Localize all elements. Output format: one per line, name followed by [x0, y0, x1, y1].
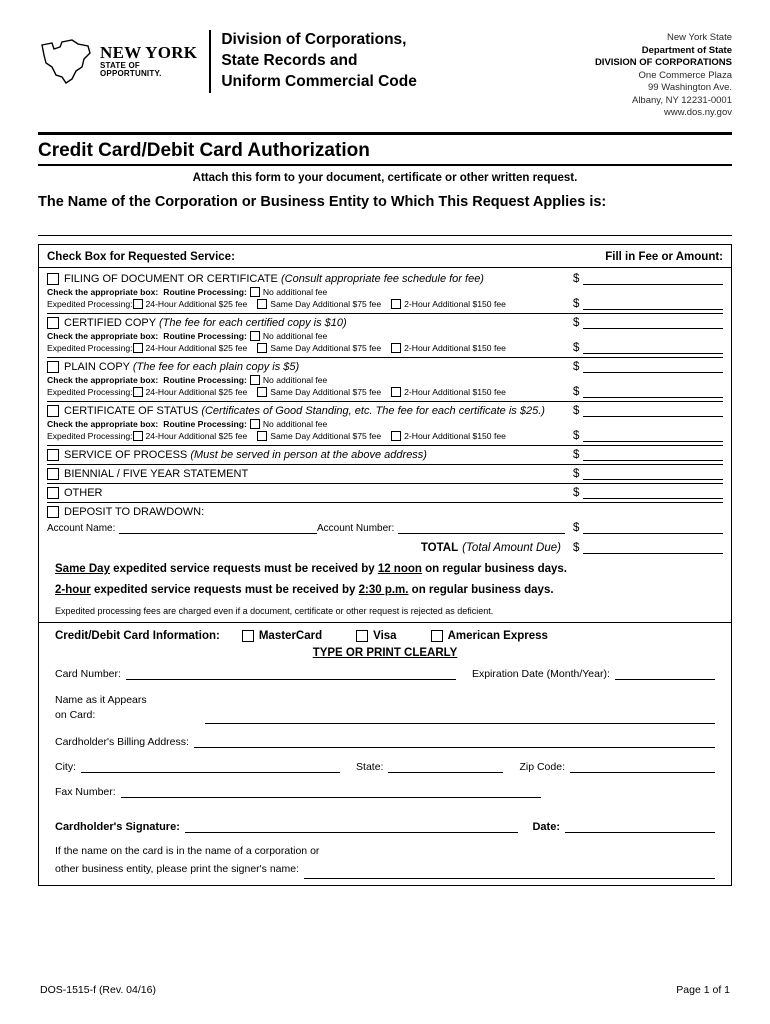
checkbox-sameday-filing[interactable]	[257, 299, 267, 309]
title-rule	[38, 164, 732, 166]
corporate-signer-note	[47, 843, 723, 879]
checkbox-visa[interactable]	[356, 630, 368, 642]
service-label-certified-copy: CERTIFIED COPY (The fee for each certified copy is $10)	[64, 316, 347, 329]
service-row-service-of-process	[47, 449, 723, 461]
routine-label-certified: Routine Processing:	[163, 330, 247, 341]
checkbox-plain-copy[interactable]	[47, 361, 59, 373]
division-title	[221, 30, 417, 93]
billing-address-input[interactable]	[194, 736, 715, 748]
entity-name-input[interactable]	[38, 216, 732, 236]
check-appropriate-label-certified: Check the appropriate box:	[47, 330, 159, 341]
divider	[47, 401, 723, 402]
divider	[47, 357, 723, 358]
expedited-label-certified: Expedited Processing:	[47, 342, 133, 353]
division-title-line-1: Division of Corporations,	[221, 31, 407, 48]
total-row	[47, 542, 723, 554]
box-header	[39, 245, 731, 268]
header-rule	[38, 132, 732, 135]
address-line-2: Department of State	[641, 44, 732, 56]
account-name-input[interactable]	[119, 523, 317, 534]
divider	[47, 483, 723, 484]
routine-label-filing: Routine Processing:	[163, 286, 247, 297]
billing-address-label: Cardholder's Billing Address:	[55, 736, 189, 749]
card-type-mastercard[interactable]: MasterCard	[242, 630, 322, 642]
card-type-visa[interactable]: Visa	[356, 630, 396, 642]
checkbox-service-of-process[interactable]	[47, 449, 59, 461]
divider	[47, 445, 723, 446]
date-input[interactable]	[565, 820, 715, 833]
checkbox-2hour-plain[interactable]	[391, 387, 401, 397]
amount-expedited-plain[interactable]: $	[573, 386, 723, 398]
opt-sameday-filing[interactable]: Same Day Additional $75 fee	[257, 299, 381, 309]
address-line-5: 99 Washington Ave.	[648, 82, 732, 94]
checkbox-2hour-certified[interactable]	[391, 343, 401, 353]
check-appropriate-label-plain: Check the appropriate box:	[47, 374, 159, 385]
checkbox-routine-plain[interactable]	[250, 375, 260, 385]
corporate-signer-line2: other business entity, please print the signer's name:	[55, 863, 300, 876]
routine-option-certified[interactable]: No additional fee	[250, 331, 328, 341]
division-title-line-3: Uniform Commercial Code	[221, 72, 417, 90]
city-state-zip-row	[47, 761, 723, 773]
box-body	[39, 268, 731, 885]
checkbox-certificate-of-status[interactable]	[47, 405, 59, 417]
service-row-biennial-statement	[47, 468, 723, 480]
checkbox-certified-copy[interactable]	[47, 317, 59, 329]
logo-divider	[209, 30, 211, 93]
box-header-left: Check Box for Requested Service:	[47, 250, 235, 263]
division-title-line-2: State Records and	[221, 51, 358, 69]
opt-24hour-filing[interactable]: 24-Hour Additional $25 fee	[133, 299, 248, 309]
divider	[47, 502, 723, 503]
expedited-label-plain: Expedited Processing:	[47, 386, 133, 397]
checkbox-routine-certified[interactable]	[250, 331, 260, 341]
name-on-card-row	[47, 693, 723, 725]
ny-state-logo	[38, 30, 417, 93]
state-label: State:	[356, 761, 384, 774]
signature-input[interactable]	[185, 820, 519, 833]
date-label: Date:	[532, 821, 560, 834]
form-id: DOS-1515-f (Rev. 04/16)	[40, 984, 156, 996]
checkbox-sameday-certified[interactable]	[257, 343, 267, 353]
amount-plain-copy[interactable]: $	[573, 361, 723, 373]
service-row-certificate-of-status	[47, 405, 723, 417]
routine-label-plain: Routine Processing:	[163, 374, 247, 385]
service-row-deposit-to-drawdown	[47, 506, 723, 518]
amount-certificate-of-status[interactable]: $	[573, 405, 723, 417]
zip-label: Zip Code:	[519, 761, 565, 774]
fineprint-note: Expedited processing fees are charged even if a document, certificate or other request is rejected as deficient.	[55, 605, 494, 616]
opt-24hour-certified[interactable]: 24-Hour Additional $25 fee	[133, 343, 248, 353]
account-number-input[interactable]	[398, 523, 565, 534]
processing-row-plain-copy	[47, 375, 723, 385]
opt-24hour-plain[interactable]: 24-Hour Additional $25 fee	[133, 387, 248, 397]
entity-name-prompt: The Name of the Corporation or Business Entity to Which This Request Applies is:	[38, 193, 607, 210]
checkbox-deposit-to-drawdown[interactable]	[47, 506, 59, 518]
opt-sameday-certified[interactable]: Same Day Additional $75 fee	[257, 343, 381, 353]
total-italic: (Total Amount Due)	[462, 541, 561, 554]
expedited-row-filing	[47, 298, 723, 310]
routine-option-plain[interactable]: No additional fee	[250, 375, 328, 385]
processing-row-certified-copy	[47, 331, 723, 341]
checkbox-filing-of-document[interactable]	[47, 273, 59, 285]
address-line-7: www.dos.ny.gov	[664, 107, 732, 119]
checkbox-other[interactable]	[47, 487, 59, 499]
fax-label: Fax Number:	[55, 786, 116, 799]
document-header	[38, 30, 732, 120]
checkbox-routine-status[interactable]	[250, 419, 260, 429]
expiration-input[interactable]	[615, 668, 715, 680]
card-number-input[interactable]	[126, 668, 456, 680]
checkbox-sameday-status[interactable]	[257, 431, 267, 441]
total-label: TOTAL	[420, 541, 459, 554]
state-input[interactable]	[388, 761, 503, 773]
checkbox-24hour-certified[interactable]	[133, 343, 143, 353]
same-day-note: Same Day expedited service requests must be received by 12 noon on regular business days.	[55, 562, 567, 575]
divider	[47, 313, 723, 314]
address-line-1: New York State	[667, 32, 732, 43]
service-row-filing	[47, 273, 723, 285]
name-on-card-label	[55, 693, 205, 725]
type-or-print-clearly: TYPE OR PRINT CLEARLY	[312, 646, 458, 659]
account-name-field[interactable]	[47, 523, 317, 534]
expedited-row-certified-copy	[47, 342, 723, 354]
checkbox-sameday-plain[interactable]	[257, 387, 267, 397]
amount-certified-copy[interactable]: $	[573, 317, 723, 329]
address-line-3: DIVISION OF CORPORATIONS	[594, 57, 732, 69]
checkbox-2hour-status[interactable]	[391, 431, 401, 441]
name-on-card-input[interactable]	[205, 712, 715, 724]
amount-biennial-statement[interactable]: $	[573, 468, 723, 480]
checkbox-american-express[interactable]	[431, 630, 443, 642]
opt-2hour-certified[interactable]: 2-Hour Additional $150 fee	[391, 343, 506, 353]
processing-row-filing	[47, 287, 723, 297]
service-label-filing: FILING OF DOCUMENT OR CERTIFICATE (Consult appropriate fee schedule for fee)	[64, 272, 484, 285]
account-number-field[interactable]	[317, 522, 723, 534]
card-info-header	[47, 626, 723, 642]
divider	[47, 464, 723, 465]
zip-input[interactable]	[570, 761, 715, 773]
routine-option-status[interactable]: No additional fee	[250, 419, 328, 429]
service-label-certificate-of-status: CERTIFICATE OF STATUS (Certificates of Good Standing, etc. The fee for each certificate is $25.)	[64, 404, 545, 417]
amount-deposit-to-drawdown[interactable]: $	[573, 522, 723, 534]
checkbox-24hour-filing[interactable]	[133, 299, 143, 309]
amount-filing[interactable]: $	[573, 273, 723, 285]
amount-expedited-certified[interactable]: $	[573, 342, 723, 354]
card-number-label: Card Number:	[55, 667, 121, 680]
two-hour-note: 2-hour expedited service requests must be received by 2:30 p.m. on regular business days.	[55, 583, 554, 596]
processing-row-certificate-of-status	[47, 419, 723, 429]
name-on-card-label-line2: on Card:	[55, 709, 96, 722]
new-york-state-outline-icon	[38, 37, 94, 85]
expedited-row-plain-copy	[47, 386, 723, 398]
checkbox-24hour-status[interactable]	[133, 431, 143, 441]
check-appropriate-label-filing: Check the appropriate box:	[47, 286, 159, 297]
page-number: Page 1 of 1	[676, 984, 730, 996]
logo-line-2: STATE OF	[100, 60, 140, 70]
logo-line-1: NEW YORK	[100, 43, 198, 63]
corporate-signer-line1: If the name on the card is in the name of a corporation or	[55, 845, 320, 858]
address-line-6: Albany, NY 12231-0001	[631, 94, 732, 106]
city-label: City:	[55, 761, 76, 774]
checkbox-routine-filing[interactable]	[250, 287, 260, 297]
service-label-other: OTHER	[64, 486, 103, 499]
routine-label-status: Routine Processing:	[163, 418, 247, 429]
opt-sameday-status[interactable]: Same Day Additional $75 fee	[257, 431, 381, 441]
card-info-label: Credit/Debit Card Information:	[55, 629, 220, 642]
signature-row	[47, 820, 723, 833]
processing-notes	[47, 563, 723, 616]
billing-address-row	[47, 736, 723, 748]
service-label-deposit-to-drawdown: DEPOSIT TO DRAWDOWN:	[64, 505, 205, 518]
service-row-other	[47, 487, 723, 499]
amount-service-of-process[interactable]: $	[573, 449, 723, 461]
card-number-row	[47, 668, 723, 680]
fax-row	[47, 786, 723, 798]
account-number-label: Account Number:	[317, 522, 395, 534]
routine-option-filing[interactable]: No additional fee	[250, 287, 328, 297]
expiration-label: Expiration Date (Month/Year):	[471, 667, 610, 680]
account-row	[47, 522, 723, 534]
check-appropriate-label-status: Check the appropriate box:	[47, 418, 159, 429]
opt-sameday-plain[interactable]: Same Day Additional $75 fee	[257, 387, 381, 397]
name-on-card-label-line1: Name as it Appears	[55, 693, 147, 706]
document-footer	[38, 984, 732, 996]
amount-other[interactable]: $	[573, 487, 723, 499]
total-amount-input[interactable]: $	[573, 542, 723, 554]
checkbox-mastercard[interactable]	[242, 630, 254, 642]
service-row-certified-copy	[47, 317, 723, 329]
expedited-label-status: Expedited Processing:	[47, 430, 133, 441]
city-input[interactable]	[81, 761, 340, 773]
checkbox-24hour-plain[interactable]	[133, 387, 143, 397]
page-title: Credit Card/Debit Card Authorization	[38, 139, 370, 161]
opt-2hour-status[interactable]: 2-Hour Additional $150 fee	[391, 431, 506, 441]
attach-note: Attach this form to your document, certificate or other written request.	[192, 171, 578, 184]
opt-24hour-status[interactable]: 24-Hour Additional $25 fee	[133, 431, 248, 441]
card-type-amex[interactable]: American Express	[431, 630, 548, 642]
checkbox-biennial-statement[interactable]	[47, 468, 59, 480]
account-name-label: Account Name:	[47, 522, 116, 534]
divider	[39, 622, 731, 623]
opt-2hour-filing[interactable]: 2-Hour Additional $150 fee	[391, 299, 506, 309]
expedited-row-certificate-of-status	[47, 430, 723, 442]
expedited-label-filing: Expedited Processing:	[47, 298, 133, 309]
signature-label: Cardholder's Signature:	[55, 821, 180, 834]
corporate-signer-input[interactable]	[304, 867, 715, 879]
agency-address	[595, 30, 732, 120]
opt-2hour-plain[interactable]: 2-Hour Additional $150 fee	[391, 387, 506, 397]
service-row-plain-copy	[47, 361, 723, 373]
logo-wordmark	[100, 44, 207, 79]
requested-service-box	[38, 244, 732, 886]
service-label-biennial-statement: BIENNIAL / FIVE YEAR STATEMENT	[64, 467, 249, 480]
service-label-plain-copy: PLAIN COPY (The fee for each plain copy is $5)	[64, 360, 300, 373]
amount-expedited-status[interactable]: $	[573, 430, 723, 442]
box-header-right: Fill in Fee or Amount:	[605, 250, 723, 263]
address-line-4: One Commerce Plaza	[638, 69, 732, 81]
fax-input[interactable]	[121, 786, 541, 798]
service-label-service-of-process: SERVICE OF PROCESS (Must be served in person at the above address)	[64, 448, 427, 461]
logo-line-3: OPPORTUNITY.	[100, 69, 162, 79]
amount-expedited-filing[interactable]: $	[573, 298, 723, 310]
corporate-signer-line2-row	[55, 861, 715, 879]
checkbox-2hour-filing[interactable]	[391, 299, 401, 309]
